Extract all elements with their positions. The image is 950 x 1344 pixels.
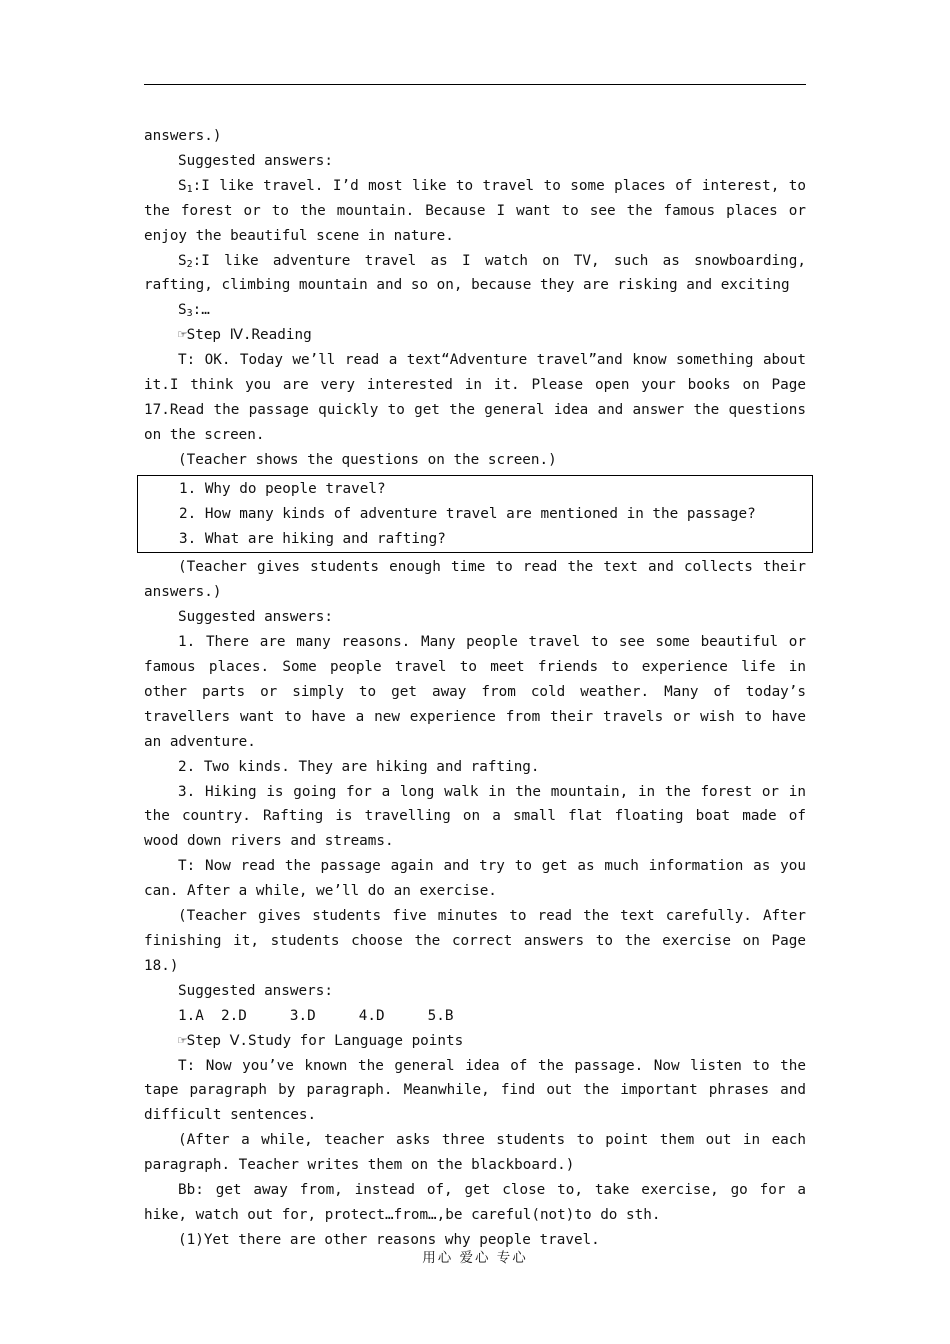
teacher-note-3: (Teacher gives students five minutes to read the text carefully. After finishing it, students choose the correct answers to the exercise on Page 18.) [144,908,806,974]
blackboard-phrases: Bb: get away from, instead of, get close to, take exercise, go for a hike, watch out for, protect…from…,be careful(not)to do sth. [144,1182,806,1223]
exercise-answers: 1.A 2.D 3.D 4.D 5.B [178,1007,454,1024]
answer-2: 2. Two kinds. They are hiking and rafting. [178,758,540,775]
page-footer: 用心 爱心 专心 [422,1250,528,1266]
teacher-instruction-1: T: OK. Today we’ll read a text“Adventure travel”and know something about it.I think you are very interested in it. Please open your books on Page 17.Read the passage quickly to get the general idea and answer the questions on the screen. [144,352,806,443]
step-4-heading: ☞Step Ⅳ.Reading [178,327,312,344]
sentence-1: (1)Yet there are other reasons why people travel. [178,1231,600,1248]
suggested-answers-label: Suggested answers: [178,152,333,169]
question-1: 1. Why do people travel? [179,480,386,497]
questions-box [137,475,813,554]
answer-3: 3. Hiking is going for a long walk in the mountain, in the forest or in the country. Rafting is travelling on a small flat floating boat made of wood down rivers and streams. [144,783,806,850]
document-body [144,124,806,1253]
header-rule [144,84,806,85]
question-2: 2. How many kinds of adventure travel are mentioned in the passage? [179,505,756,522]
teacher-instruction-2: T: Now read the passage again and try to get as much information as you can. After a while, we’ll do an exercise. [144,858,806,900]
teacher-note-1: (Teacher shows the questions on the screen.) [178,451,557,468]
student-answer-3: $S_3:\dots$ [178,302,210,320]
suggested-answers-label: Suggested answers: [178,609,333,626]
answer-1: 1. There are many reasons. Many people travel to see some beautiful or famous places. Some people travel to meet friends to experience life in other parts or simply to get away from cold weather. Many of today’s travellers want to have a new experience from their travels or wish to have an adventure. [144,634,806,750]
step-5-heading: ☞Step Ⅴ.Study for Language points [178,1032,464,1049]
question-3: 3. What are hiking and rafting? [179,530,446,547]
teacher-instruction-3: T: Now you’ve known the general idea of the passage. Now listen to the tape paragraph by paragraph. Meanwhile, find out the important phrases and difficult sentences. [144,1057,806,1124]
teacher-note-4: (After a while, teacher asks three students to point them out in each paragraph. Teacher writes them on the blackboard.) [144,1132,806,1174]
student-answer-1: $S_1:I$ like travel. I’d most like to travel to some places of interest, to the forest or to the mountain. Because I want to see the famous places or enjoy the beautiful scene in nature. [144,177,806,244]
student-answer-2: $S_2:I$ like adventure travel as I watch on TV, such as snowboarding, rafting, climbing mountain and so on, because they are risking and exciting [144,252,806,294]
text-line: answers.) [144,128,222,144]
teacher-note-2: (Teacher gives students enough time to read the text and collects their answers.) [144,559,806,601]
suggested-answers-label: Suggested answers: [178,982,333,999]
